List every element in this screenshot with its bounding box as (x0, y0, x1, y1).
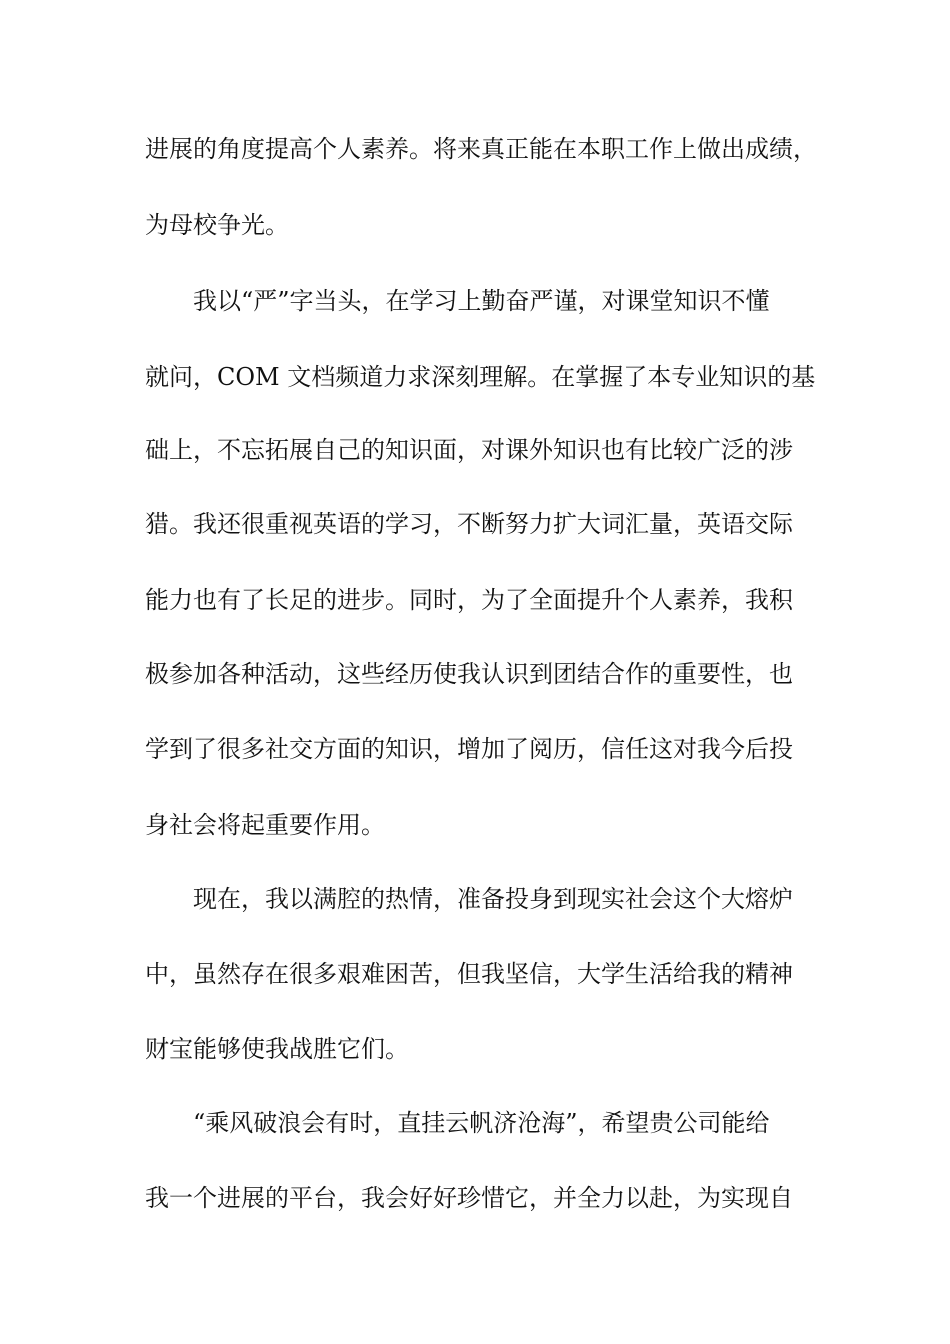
text-line: 中，虽然存在很多艰难困苦，但我坚信，大学生活给我的精神 (145, 960, 793, 988)
text-line: 为母校争光。 (145, 211, 289, 239)
text-line: 我一个进展的平台，我会好好珍惜它，并全力以赴，为实现自 (145, 1184, 793, 1212)
text-line: 极参加各种活动，这些经历使我认识到团结合作的重要性，也 (145, 660, 793, 688)
text-line: 进展的角度提高个人素养。将来真正能在本职工作上做出成绩， (145, 135, 817, 163)
text-line: 学到了很多社交方面的知识，增加了阅历，信任这对我今后投 (145, 735, 793, 763)
paragraph-first-line: “乘风破浪会有时，直挂云帆济沧海”，希望贵公司能给 (193, 1109, 770, 1137)
text-line: 猎。我还很重视英语的学习，不断努力扩大词汇量，英语交际 (145, 510, 793, 538)
text-line: 础上，不忘拓展自己的知识面，对课外知识也有比较广泛的涉 (145, 436, 793, 464)
text-line: 财宝能够使我战胜它们。 (145, 1035, 409, 1063)
text-line: 身社会将起重要作用。 (145, 811, 385, 839)
paragraph-first-line: 我以“严”字当头，在学习上勤奋严谨，对课堂知识不懂 (193, 287, 770, 315)
text-line: 能力也有了长足的进步。同时，为了全面提升个人素养，我积 (145, 586, 793, 614)
paragraph-first-line: 现在，我以满腔的热情，准备投身到现实社会这个大熔炉 (193, 885, 793, 913)
text-line: 就问，COM 文档频道力求深刻理解。在掌握了本专业知识的基 (145, 363, 816, 391)
